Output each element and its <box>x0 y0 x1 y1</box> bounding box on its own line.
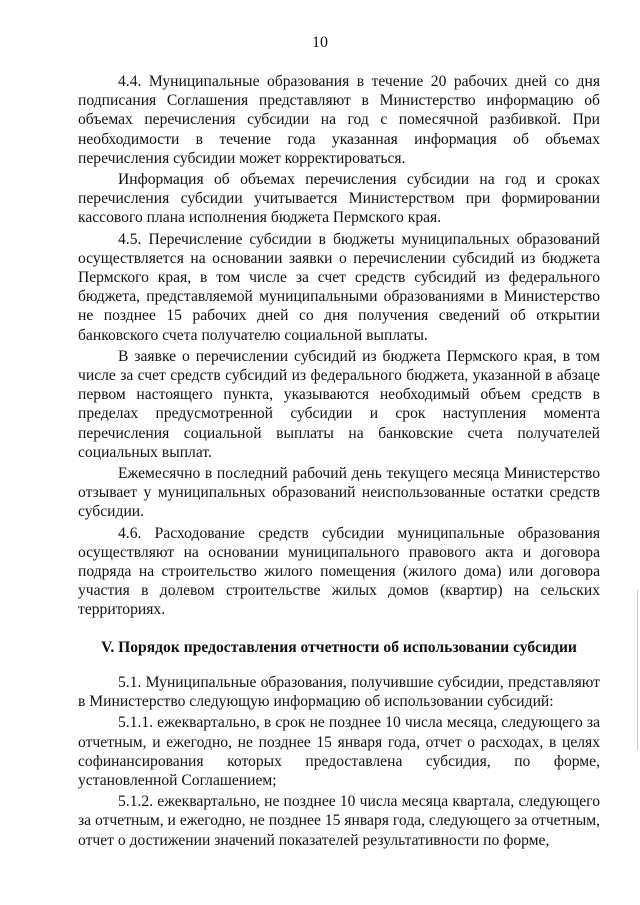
paragraph-5-1-2: 5.1.2. ежеквартально, не позднее 10 числа месяца квартала, следующего за отчетным, и ежегодно, не позднее 15 января года, следующего за отчетным, отчет о достижении значений показателей результативности по форме, <box>78 793 600 849</box>
paragraph-4-5: 4.5. Перечисление субсидии в бюджеты муниципальных образований осуществляется на основании заявки о перечислении субсидий из бюджета Пермского края, в том числе за счет средств субсидий из федерального бюджета, представляемой муниципальными образованиями в Министерство не позднее 15 рабочих дней со дня получения сведений об открытии банковского счета получателю социальной выплаты. <box>78 230 600 344</box>
document-body <box>78 72 600 852</box>
scan-edge-line <box>637 590 638 750</box>
paragraph-4-6: 4.6. Расходование средств субсидии муниципальные образования осуществляют на основании муниципального правового акта и договора подряда на строительство жилого помещения (жилого дома) или договора участия в долевом строительстве жилых домов (квартир) на сельских территориях. <box>78 524 600 619</box>
paragraph-5-1: 5.1. Муниципальные образования, получившие субсидии, представляют в Министерство следующую информацию об использовании субсидий: <box>78 673 600 711</box>
paragraph-application: В заявке о перечислении субсидий из бюджета Пермского края, в том числе за счет средств субсидий из федерального бюджета, указанной в абзаце первом настоящего пункта, указываются необходимый объем средств в пределах предусмотренной субсидии и срок наступления момента перечисления социальной выплаты на банковские счета получателей социальных выплат. <box>78 347 600 461</box>
section-heading: V. Порядок предоставления отчетности об использовании субсидии <box>101 638 577 656</box>
paragraph-monthly-recall: Ежемесячно в последний рабочий день текущего месяца Министерство отзывает у муниципальных образований неиспользованные остатки средств субсидии. <box>78 465 600 521</box>
paragraph-transfer-info: Информация об объемах перечисления субсидии на год и сроках перечисления субсидии учитывается Министерством при формировании кассового плана исполнения бюджета Пермского края. <box>78 171 600 227</box>
paragraph-5-1-1: 5.1.1. ежеквартально, в срок не позднее 10 числа месяца, следующего за отчетным, и ежегодно, не позднее 15 января года, отчет о расходах, в целях софинансирования которых предоставлена субсидия, по форме, установленной Соглашением; <box>78 714 600 789</box>
page-number: 10 <box>312 34 328 51</box>
paragraph-4-4: 4.4. Муниципальные образования в течение 20 рабочих дней со дня подписания Соглашения представляют в Министерство информацию об объемах перечисления субсидии на год с помесячной разбивкой. При необходимости в течение года указанная информация об объемах перечисления субсидии может корректироваться. <box>78 73 600 167</box>
